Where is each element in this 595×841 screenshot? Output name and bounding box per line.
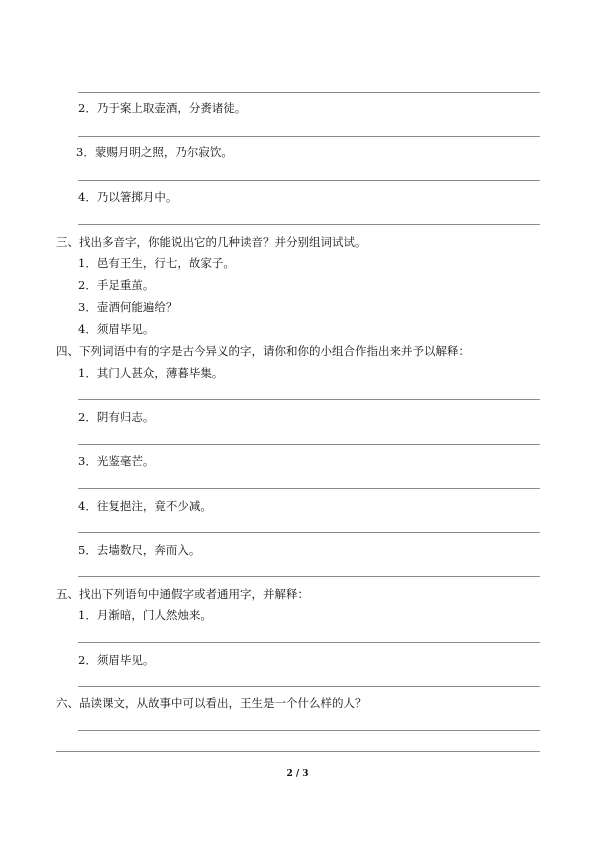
question-item: 1．邑有王生，行七，故家子。 <box>78 256 235 270</box>
answer-line <box>78 136 540 137</box>
answer-line <box>56 751 540 752</box>
answer-line <box>78 576 540 577</box>
answer-line <box>78 92 540 93</box>
question-item: 2．乃于案上取壶酒，分赉诸徒。 <box>78 101 247 115</box>
question-item: 1．月渐暗，门人然烛来。 <box>78 608 212 622</box>
question-item: 3．壶酒何能遍给？ <box>78 300 178 314</box>
page-number: 2 / 3 <box>286 769 309 779</box>
answer-line <box>78 180 540 181</box>
section-heading: 三、找出多音字，你能说出它的几种读音？并分别组词试试。 <box>56 235 367 249</box>
section-heading: 四、下列词语中有的字是古今异义的字，请你和你的小组合作指出来并予以解释： <box>56 344 470 358</box>
question-item: 4．须眉毕见。 <box>78 322 155 336</box>
question-item: 3．光鉴毫芒。 <box>78 454 155 468</box>
answer-line <box>78 642 540 643</box>
section-heading: 六、品读课文，从故事中可以看出，王生是一个什么样的人？ <box>56 696 367 710</box>
question-item: 2．手足重茧。 <box>78 278 155 292</box>
question-item: 4．往复挹注，竟不少减。 <box>78 499 212 513</box>
answer-line <box>78 532 540 533</box>
answer-line <box>78 730 540 731</box>
answer-line <box>78 224 540 225</box>
question-item: 1．其门人甚众，薄暮毕集。 <box>78 366 224 380</box>
answer-line <box>78 444 540 445</box>
question-item: 2．须眉毕见。 <box>78 653 155 667</box>
section-heading: 五、找出下列语句中通假字或者通用字，并解释： <box>56 587 309 601</box>
question-item: 3．蒙赐月明之照，乃尔寂饮。 <box>76 145 233 159</box>
question-item: 4．乃以箸掷月中。 <box>78 190 178 204</box>
answer-line <box>78 686 540 687</box>
answer-line <box>78 488 540 489</box>
answer-line <box>78 399 540 400</box>
question-item: 5．去墙数尺，奔而入。 <box>78 543 201 557</box>
question-item: 2．阴有归志。 <box>78 410 155 424</box>
